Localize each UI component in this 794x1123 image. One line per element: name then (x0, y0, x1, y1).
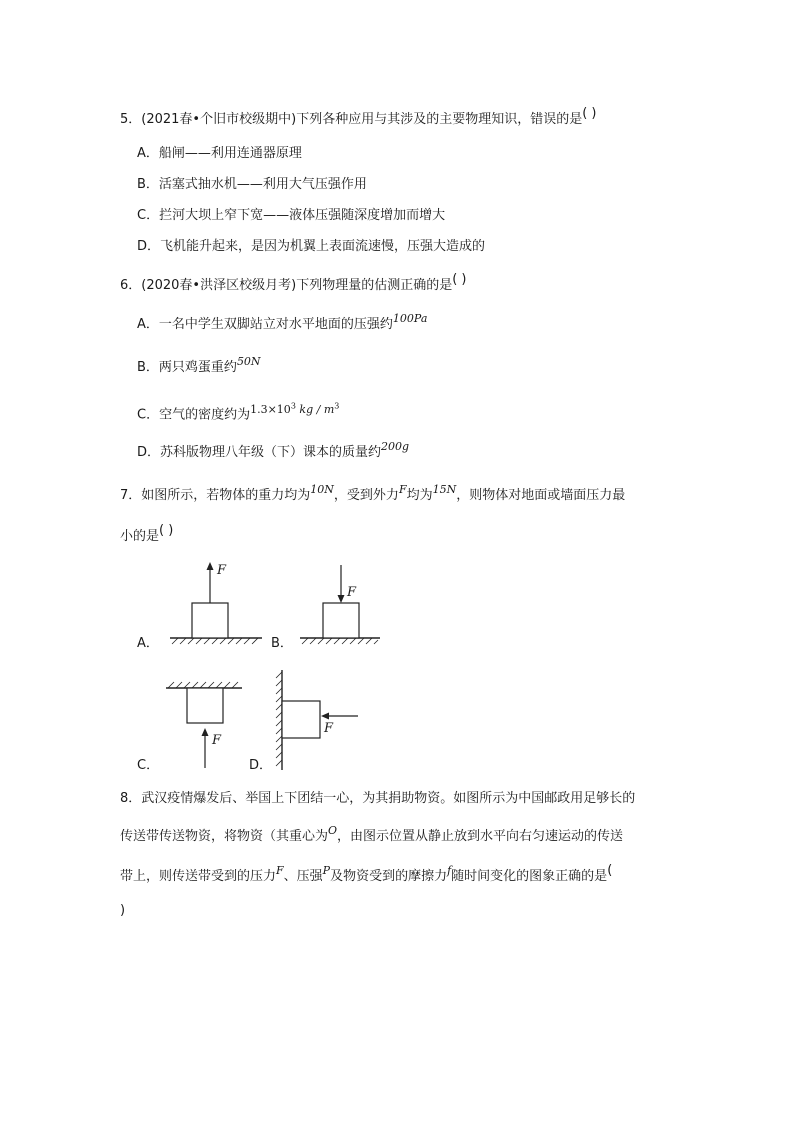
q5-option-c: C．拦河大坝上窄下宽——液体压强随深度增加而增大 (137, 208, 446, 223)
question-8-line2: 传送带传送物资，将物资（其重心为$^O$，由图示位置从静止放到水平向右匀速运动的传送 (120, 824, 624, 844)
q6-option-b: B．两只鸡蛋重约$^{50N}$ (137, 355, 261, 375)
q7-figure-c-force-label: F (212, 733, 222, 748)
q6-option-c: C．空气的密度约为$^{1.3\times 10^3 kg / m^3}$ (137, 401, 340, 423)
q7-figure-a (160, 560, 270, 650)
question-6-stem: 6．(2020春•洪泽区校级月考)下列物理量的估测正确的是( ) (120, 272, 467, 293)
q7-figure-d (270, 668, 370, 778)
q7-figure-c (160, 680, 250, 775)
question-8-line4: ) (120, 903, 126, 918)
question-5-stem: 5．(2021春•个旧市校级期中)下列各种应用与其涉及的主要物理知识，错误的是( ) (120, 106, 597, 127)
q5-option-b: B．活塞式抽水机——利用大气压强作用 (137, 177, 367, 192)
question-8-line3: 带上，则传送带受到的压力$^F$、压强$^P$及物资受到的摩擦力$^f$随时间变化的图象正确的是( (120, 863, 613, 884)
question-7-stem-line2: 小的是( ) (120, 523, 174, 544)
q6-option-a: A．一名中学生双脚站立对水平地面的压强约$^{100Pa}$ (137, 312, 428, 332)
q7-figure-a-label: A． (137, 636, 159, 651)
q7-figure-c-label: C． (137, 758, 160, 773)
q5-option-a: A．船闸——利用连通器原理 (137, 146, 302, 161)
question-7-stem-line1: 7．如图所示，若物体的重力均为$^{10N}$，受到外力$^F$均为$^{15N}$，则物体对地面或墙面压力最 (120, 483, 626, 503)
q5-option-d: D．飞机能升起来，是因为机翼上表面流速慢，压强大造成的 (137, 239, 486, 254)
q7-figure-b (290, 560, 390, 650)
q7-figure-b-force-label: F (347, 585, 357, 600)
q7-figure-d-label: D． (249, 758, 273, 773)
q7-figure-a-force-label: F (217, 563, 227, 578)
q7-figure-b-label: B． (271, 636, 293, 651)
q6-option-d: D．苏科版物理八年级（下）课本的质量约$^{200g}$ (137, 440, 410, 460)
question-8-line1: 8．武汉疫情爆发后、举国上下团结一心，为其捐助物资。如图所示为中国邮政用足够长的 (120, 791, 636, 806)
q7-figure-d-force-label: F (324, 721, 334, 736)
